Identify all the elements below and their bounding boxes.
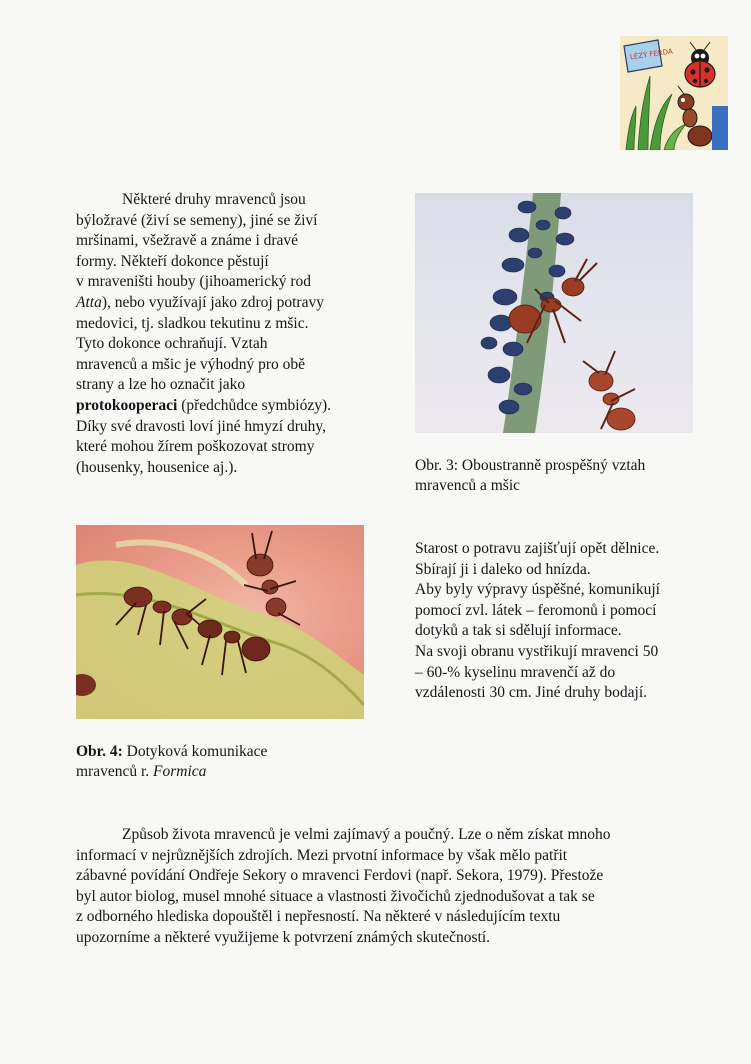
- term-protokooperace: protokooperaci: [76, 396, 178, 414]
- intro-line: (housenky, housenice aj.).: [76, 458, 238, 476]
- figure-4-label: Obr. 4:: [76, 743, 123, 760]
- figure-3-caption-line2: mravenců a mšic: [415, 477, 521, 494]
- intro-line-atta-rest: ), nebo využívají jako zdroj potravy: [101, 293, 324, 311]
- comic-panel-edge: [712, 106, 728, 150]
- intro-line: býložravé (živí se semeny), jiné se živí: [76, 211, 318, 229]
- workers-paragraph: [415, 539, 715, 704]
- closing-line: Způsob života mravenců je velmi zajímavý a poučný. Lze o něm získat mnoho: [122, 826, 611, 843]
- intro-line-term: [76, 396, 396, 417]
- intro-line: Díky své dravosti loví jiné hmyzí druhy,: [76, 417, 326, 435]
- ants-aphids-drawing: [415, 193, 693, 433]
- intro-line: Některé druhy mravenců jsou: [122, 191, 306, 208]
- intro-line-atta: [76, 293, 396, 314]
- closing-line: z odborného hlediska dopouštěl i nepřesností. Na některé v následujícím textu: [76, 908, 561, 926]
- ants-communication-drawing: [76, 525, 364, 719]
- intro-paragraph: [76, 190, 396, 478]
- closing-line: zábavné povídání Ondřeje Sekory o mravenci Ferdovi (např. Sekora, 1979). Přestože: [76, 867, 604, 885]
- figure-4-caption-line2: [76, 762, 267, 782]
- figure-3-photo-ants-aphids: [415, 193, 693, 433]
- closing-line: informací v nejrůznějších zdrojích. Mezi prvotní informace by však mělo patřit: [76, 846, 568, 864]
- intro-line: strany a lze ho označit jako: [76, 376, 246, 394]
- workers-line: Sbírají ji i daleko od hnízda.: [415, 560, 591, 578]
- intro-line: které mohou žírem poškozovat stromy: [76, 438, 315, 456]
- figure-4-caption: [76, 742, 267, 782]
- sign-text: LÉZÝ FERDA: [629, 47, 674, 62]
- figure-4-photo-ants-communication: [76, 525, 364, 719]
- figure-3-caption-line1: Obr. 3: Oboustranně prospěšný vztah: [415, 457, 646, 474]
- intro-line-term-rest: (předchůdce symbiózy).: [177, 396, 331, 414]
- figure-3-caption: [415, 456, 645, 496]
- ferda-comic-illustration: [620, 36, 728, 150]
- workers-line: vzdálenosti 30 cm. Jiné druhy bodají.: [415, 684, 648, 702]
- figure-4-caption-text: Dotyková komunikace: [122, 743, 268, 760]
- workers-line: dotyků a tak si sdělují informace.: [415, 622, 622, 640]
- intro-line: Tyto dokonce ochraňují. Vztah: [76, 335, 268, 353]
- figure-4-caption-line1: [76, 742, 267, 762]
- workers-line: Aby byly výpravy úspěšné, komunikují: [415, 581, 660, 599]
- intro-line: mršinami, všežravě a známe i dravé: [76, 232, 299, 250]
- workers-line: Starost o potravu zajišťují opět dělnice.: [415, 540, 660, 557]
- intro-line: v mraveništi houby (jihoamerický rod: [76, 273, 312, 291]
- genus-atta: Atta: [76, 293, 102, 311]
- workers-line: – 60-% kyselinu mravenčí až do: [415, 663, 616, 681]
- ant-2: [583, 351, 635, 430]
- figure-4-caption-prefix: mravenců r.: [76, 763, 154, 780]
- workers-line: Na svoji obranu vystřikují mravenci 50: [415, 642, 659, 660]
- workers-line: pomocí zvl. látek – feromonů i pomocí: [415, 601, 657, 619]
- closing-paragraph: [76, 825, 716, 949]
- genus-formica: Formica: [153, 763, 207, 780]
- comic-drawing: [620, 36, 728, 150]
- intro-line: medovici, tj. sladkou tekutinu z mšic.: [76, 314, 309, 332]
- intro-line: mravenců a mšic je výhodný pro obě: [76, 355, 305, 373]
- closing-line: upozorníme a některé využijeme k potvrzení známých skutečností.: [76, 928, 491, 946]
- closing-line: byl autor biolog, musel mnohé situace a vlastnosti živočichů zjednodušovat a tak se: [76, 887, 595, 905]
- intro-line: formy. Někteří dokonce pěstují: [76, 252, 269, 270]
